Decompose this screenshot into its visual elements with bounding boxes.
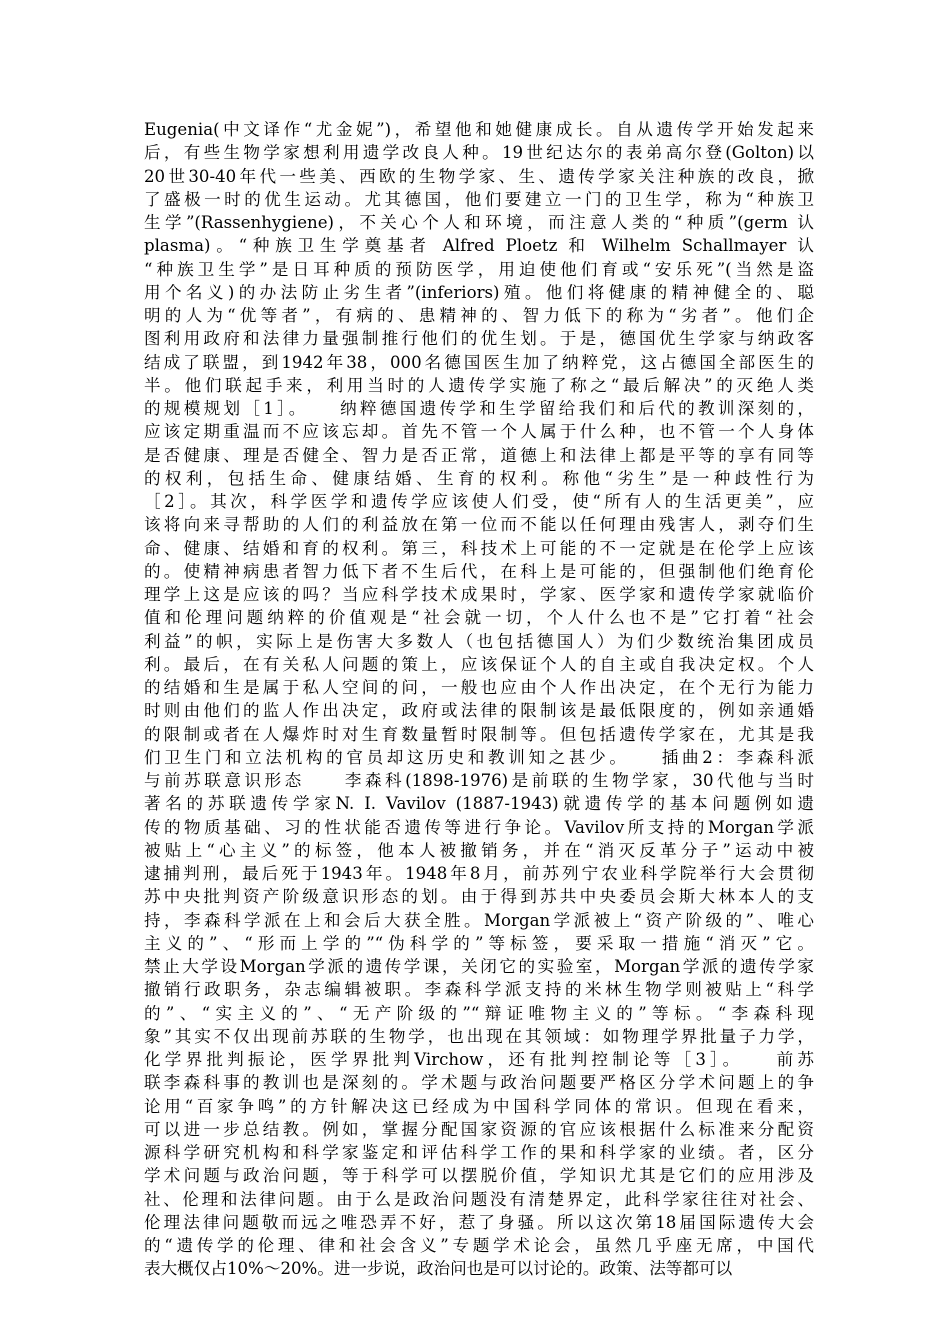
text-line: 与前苏联意识形态 李森科(1898-1976)是前联的生物学家，30代他与当时 bbox=[144, 771, 814, 790]
text-line: “种族卫生学”是日耳种质的预防医学，用迫使他们育或“安乐死”(当然是盗 bbox=[144, 259, 814, 279]
text-line: 表大概仅占10%～20%。进一步说，政治问也是可以讨论的。政策、法等都可以 bbox=[144, 1259, 733, 1279]
text-line: 明的人为“优等者”，有病的、患精神的、智力低下的称为“劣者”。他们企 bbox=[144, 306, 814, 325]
text-line: 理学上这是应该的吗？当应科学技术成果时，学家、医学家和遗传学家就临价 bbox=[144, 585, 814, 604]
text-line: 伦理法律问题敬而远之唯恐弄不好，惹了身骚。所以这次第18届国际遗传大会 bbox=[144, 1212, 814, 1232]
text-line: 学术问题与政治问题，等于科学可以摆脱价值，学知识尤其是它们的应用涉及 bbox=[144, 1166, 814, 1186]
text-line: 用个名义)的办法防止劣生者”(inferiors)殖。他们将健康的精神健全的、聪 bbox=[144, 282, 814, 302]
text-line: 的规模规划［1］。 纳粹德国遗传学和生学留给我们和后代的教训深刻的， bbox=[144, 399, 814, 418]
text-line: 20世30-40年代一些美、西欧的生物学家、生、遗传学家关注种族的改良，掀 bbox=[144, 166, 814, 186]
text-line: 的“遗传学的伦理、律和社会含义”专题学术论会，虽然几乎座无席，中国代 bbox=[144, 1236, 814, 1255]
text-line: 后，有些生物学家想利用遗学改良人种。19世纪达尔的表弟高尔登(Golton)以 bbox=[144, 143, 814, 163]
text-line: 时则由他们的监人作出决定，政府或法律的限制该是最低限度的，例如亲通婚 bbox=[144, 701, 814, 721]
text-line: ［2］。其次，科学医学和遗传学应该使人们受，使“所有人的生活更美”，应 bbox=[144, 492, 814, 511]
document-page bbox=[144, 118, 814, 1281]
text-line: 禁止大学设Morgan学派的遗传学课，关闭它的实验室，Morgan学派的遗传学家 bbox=[144, 957, 814, 976]
text-line: 联李森科事的教训也是深刻的。学术题与政治问题要严格区分学术问题上的争 bbox=[144, 1073, 814, 1093]
text-line: 主义的”、“形而上学的”“伪科学的”等标签，要采取一措施“消灭”它。 bbox=[144, 933, 814, 953]
text-line: Eugenia(中文译作“尤金妮”)，希望他和她健康成长。自从遗传学开始发起来 bbox=[144, 120, 814, 139]
text-line: 的。使精神病患者智力低下者不生后代，在科上是可能的，但强制他们绝育伦 bbox=[144, 561, 814, 581]
text-line: plasma)。“种族卫生学奠基者 Alfred Ploetz 和 Wilhelm Schallmayer 认 bbox=[144, 236, 814, 256]
text-line: 的限制或者在人爆炸时对生育数量暂时限制等。但包括遗传学家在，尤其是我 bbox=[144, 724, 814, 744]
text-line: 象”其实不仅出现前苏联的生物学，也出现在其领域：如物理学界批量子力学， bbox=[144, 1026, 814, 1046]
text-line: 的权利，包括生命、健康结婚、生育的权利。称他“劣生”是一种歧性行为 bbox=[144, 468, 814, 488]
text-line: 社、伦理和法律问题。由于么是政治问题没有清楚界定，此科学家往往对社会、 bbox=[144, 1189, 814, 1209]
text-line: 被贴上“心主义”的标签，他本人被撤销务，并在“消灭反革分子”运动中被 bbox=[144, 840, 814, 860]
text-line: 利。最后，在有关私人问题的策上，应该保证个人的自主或自我决定权。个人 bbox=[144, 654, 814, 674]
text-line: 了盛极一时的优生运动。尤其德国，他们要建立一门的卫生学，称为“种族卫 bbox=[144, 189, 814, 209]
text-line: 图利用政府和法律力量强制推行他们的优生划。于是，德国优生学家与纳政客 bbox=[144, 329, 814, 349]
text-line: 可以进一步总结教。例如，掌握分配国家资源的官应该根据什么标准来分配资 bbox=[144, 1119, 814, 1139]
text-line: 苏中央批判资产阶级意识形态的划。由于得到苏共中央委员会斯大林本人的支 bbox=[144, 887, 814, 907]
text-line: 利益”的帜，实际上是伤害大多数人（也包括德国人）为们少数统治集团成员 bbox=[144, 631, 814, 651]
text-line: 持，李森科学派在上和会后大获全胜。Morgan学派被上“资产阶级的”、唯心 bbox=[144, 910, 814, 930]
text-line: 化学界批判振论，医学界批判Virchow，还有批判控制论等［3］。 前苏 bbox=[144, 1050, 814, 1069]
text-line: 应该定期重温而不应该忘却。首先不管一个人属于什么种，也不管一个人身体 bbox=[144, 422, 814, 442]
text-line: 结成了联盟，到1942年38，000名德国医生加了纳粹党，这占德国全部医生的 bbox=[144, 352, 814, 372]
text-line: 传的物质基础、习的性状能否遗传等进行争论。Vavilov所支持的Morgan学派 bbox=[144, 817, 814, 837]
text-line: 该将向来寻帮助的人们的利益放在第一位而不能以任何理由残害人，剥夺们生 bbox=[144, 515, 814, 535]
text-line: 著名的苏联遗传学家N. I. Vavilov (1887-1943)就遗传学的基本问题例如遗 bbox=[144, 794, 814, 814]
text-line: 们卫生门和立法机构的官员却这历史和教训知之甚少。 插曲2：李森科派 bbox=[144, 747, 814, 767]
text-line: 源科学研究机构和科学家鉴定和评估科学工作的果和科学家的业绩。者，区分 bbox=[144, 1143, 814, 1162]
text-line: 命、健康、结婚和育的权利。第三，科技术上可能的不一定就是在伦学上应该 bbox=[144, 538, 814, 558]
text-line: 的结婚和生是属于私人空间的问，一般也应由个人作出决定，在个无行为能力 bbox=[144, 678, 814, 697]
text-line: 生学”(Rassenhygiene)，不关心个人和环境，而注意人类的“种质”(germ 认 bbox=[144, 213, 814, 232]
text-line: 值和伦理问题纳粹的价值观是“社会就一切，个人什么也不是”它打着“社会 bbox=[144, 608, 814, 628]
text-line: 逮捕判刑，最后死于1943年。1948年8月，前苏列宁农业科学院举行大会贯彻 bbox=[144, 864, 814, 883]
text-line: 的”、“实主义的”、“无产阶级的”“辩证唯物主义的”等标。“李森科现 bbox=[144, 1003, 814, 1023]
text-line: 论用“百家争鸣”的方针解决这已经成为中国科学同体的常识。但现在看来， bbox=[144, 1096, 814, 1116]
text-line: 半。他们联起手来，利用当时的人遗传学实施了称之“最后解决”的灭绝人类 bbox=[144, 375, 814, 395]
text-line: 撤销行政职务，杂志编辑被职。李森科学派支持的米林生物学则被贴上“科学 bbox=[144, 980, 814, 1000]
text-line: 是否健康、理是否健全、智力是否正常，道德上和法律上都是平等的享有同等 bbox=[144, 445, 814, 465]
